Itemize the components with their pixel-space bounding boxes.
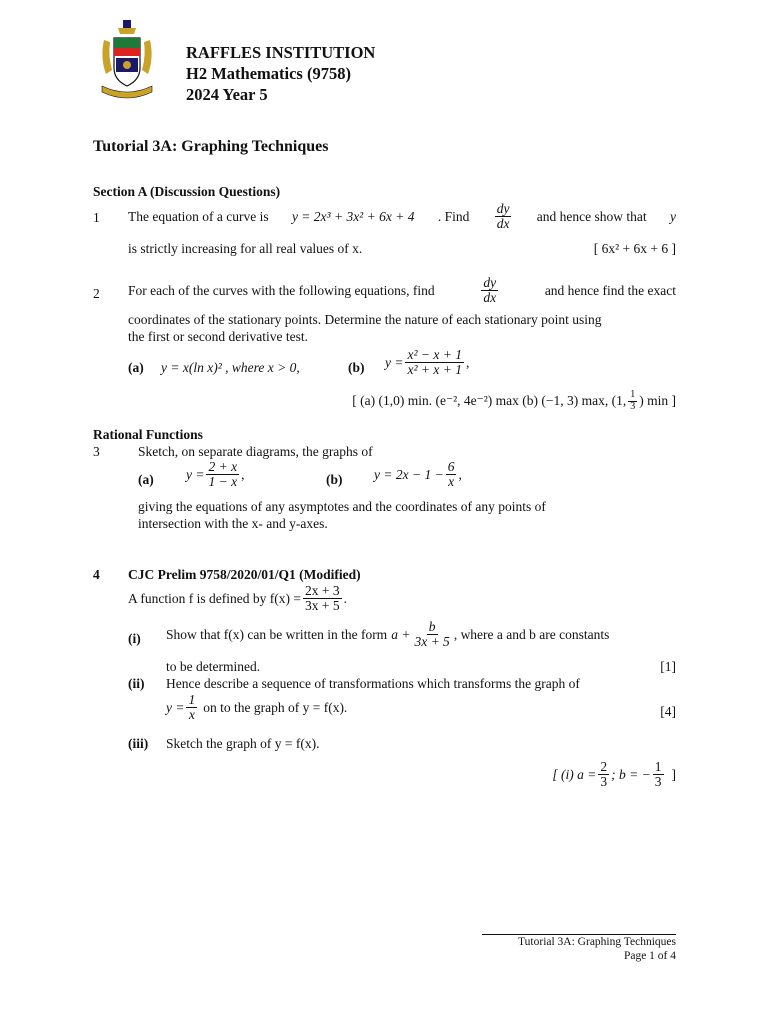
q2-line2: coordinates of the stationary points. Determine the nature of each stationary point using [128, 312, 602, 327]
q3-b-fraction: $\frac{6}{x}$ [447, 459, 455, 490]
q1-text-d: y [670, 208, 676, 224]
q4-i-a: a + [391, 626, 411, 642]
q4-intro-text: A function f is defined by f(x) = [128, 590, 301, 606]
q2-b-fraction: $\frac{\text{x² − x + 1}}{\text{x² + x + 1}}$ [407, 347, 462, 378]
q4-part-ii-marks: [4] [660, 704, 676, 719]
q4-part-ii-label: (ii) [128, 676, 145, 691]
q4-i-text-a: Show that f(x) can be written in the form [166, 626, 388, 642]
q4-part-i-line2: to be determined. [166, 659, 261, 674]
q4-ii-text: on to the graph of y = f(x). [203, 699, 348, 715]
q3-intro: Sketch, on separate diagrams, the graphs of [138, 444, 373, 459]
q1-number: 1 [93, 210, 100, 225]
q4-answer-b-fraction: $\frac{1}{3}$ [654, 759, 662, 790]
q2-line1 [128, 276, 676, 305]
q4-part-i-marks: [1] [660, 659, 676, 674]
school-name: RAFFLES INSTITUTION [186, 43, 376, 62]
q2-part-b-eq: y = $\frac{\text{x² − x + 1}}{\text{x² + x + 1}}$ , [385, 347, 470, 378]
q4-ii-lhs: y = [166, 699, 185, 715]
q4-part-i-label: (i) [128, 631, 141, 646]
q2-answer-end: ) min ] [639, 393, 676, 408]
q4-answer-close: ] [671, 766, 676, 782]
footer-page: Page 1 of 4 [623, 950, 676, 962]
q2-derivative: $\frac{dy}{dx}$ [483, 275, 497, 306]
tutorial-title: Tutorial 3A: Graphing Techniques [93, 138, 329, 155]
q1-line2: is strictly increasing for all real values of x. [128, 241, 363, 256]
q2-answer-text: [ (a) (1,0) min. (e⁻², 4e⁻²) max (b) (−1, 3) max, (1, [352, 393, 627, 408]
q4-ii-fraction: $\frac{1}{x}$ [188, 692, 196, 723]
q3-part-b-eq: y = 2x − 1 − $\frac{6}{x}$ , [374, 459, 462, 490]
q3-a-fraction: $\frac{2 + x}{1 - x}$ [208, 459, 238, 490]
rational-functions-heading: Rational Functions [93, 427, 203, 442]
q2-text-a: For each of the curves with the following equations, find [128, 282, 435, 298]
q4-heading: CJC Prelim 9758/2020/01/Q1 (Modified) [128, 567, 361, 582]
q4-i-fraction: $\frac{b}{3x + 5}$ [414, 619, 450, 650]
q4-part-ii-line2 [166, 693, 347, 722]
q2-text-b: and hence find the exact [544, 282, 676, 298]
q2-line3: the first or second derivative test. [128, 329, 308, 344]
q1-text-a: The equation of a curve is [128, 208, 269, 224]
q1-derivative: $\frac{dy}{dx}$ [496, 201, 510, 232]
q3-line2: intersection with the x- and y-axes. [138, 516, 328, 531]
q3-line1: giving the equations of any asymptotes and the coordinates of any points of [138, 499, 546, 514]
section-a-heading: Section A (Discussion Questions) [93, 184, 281, 199]
q2-answer-fraction: $\frac{1}{3}$ [630, 389, 636, 412]
school-crest-logo [96, 18, 158, 104]
q1-equation: y = 2x³ + 3x² + 6x + 4 [291, 208, 415, 224]
footer-divider [482, 934, 676, 935]
q4-intro: A function f is defined by f(x) = $\frac{2x + 3}{3x + 5}$ . [128, 583, 347, 614]
q3-part-a-label: (a) [138, 472, 154, 487]
subject-title: H2 Mathematics (9758) [186, 64, 351, 83]
q4-number: 4 [93, 567, 100, 582]
q2-part-a-label: (a) [128, 360, 144, 375]
q2-answer [284, 390, 676, 412]
q4-part-ii-line1: Hence describe a sequence of transformations which transforms the graph of [166, 676, 580, 691]
q4-i-text-b: , where a and b are constants [453, 626, 610, 642]
q2-number: 2 [93, 286, 100, 301]
q4-answer-a-fraction: $\frac{2}{3}$ [600, 759, 608, 790]
q1-answer: [ 6x² + 6x + 6 ] [593, 241, 676, 256]
footer-title: Tutorial 3A: Graphing Techniques [518, 936, 676, 948]
q4-part-i-line1 [166, 620, 676, 649]
q4-part-iii-text: Sketch the graph of y = f(x). [166, 736, 320, 751]
year-label: 2024 Year 5 [186, 85, 268, 104]
q2-part-b-label: (b) [348, 360, 365, 375]
q3-a-lhs: y = [186, 466, 205, 482]
q2-b-lhs: y = [385, 354, 404, 370]
q2-part-a-eq: y = x(ln x)² , where x > 0, [161, 360, 300, 375]
q4-answer-open: [ (i) a = [552, 766, 597, 782]
q1-text-b: . Find [437, 208, 470, 224]
q3-b-lhs: y = 2x − 1 − [374, 466, 444, 482]
q1-line1 [128, 202, 676, 231]
q3-part-a-eq: y = $\frac{2 + x}{1 - x}$ , [186, 459, 245, 490]
q4-answer-mid: ; b = − [611, 766, 651, 782]
q1-text-c: and hence show that [536, 208, 647, 224]
q3-part-b-label: (b) [326, 472, 343, 487]
q4-answer [500, 760, 676, 789]
q4-f-fraction: $\frac{2x + 3}{3x + 5}$ [304, 583, 340, 614]
q4-part-iii-label: (iii) [128, 736, 149, 751]
q3-number: 3 [93, 444, 100, 459]
